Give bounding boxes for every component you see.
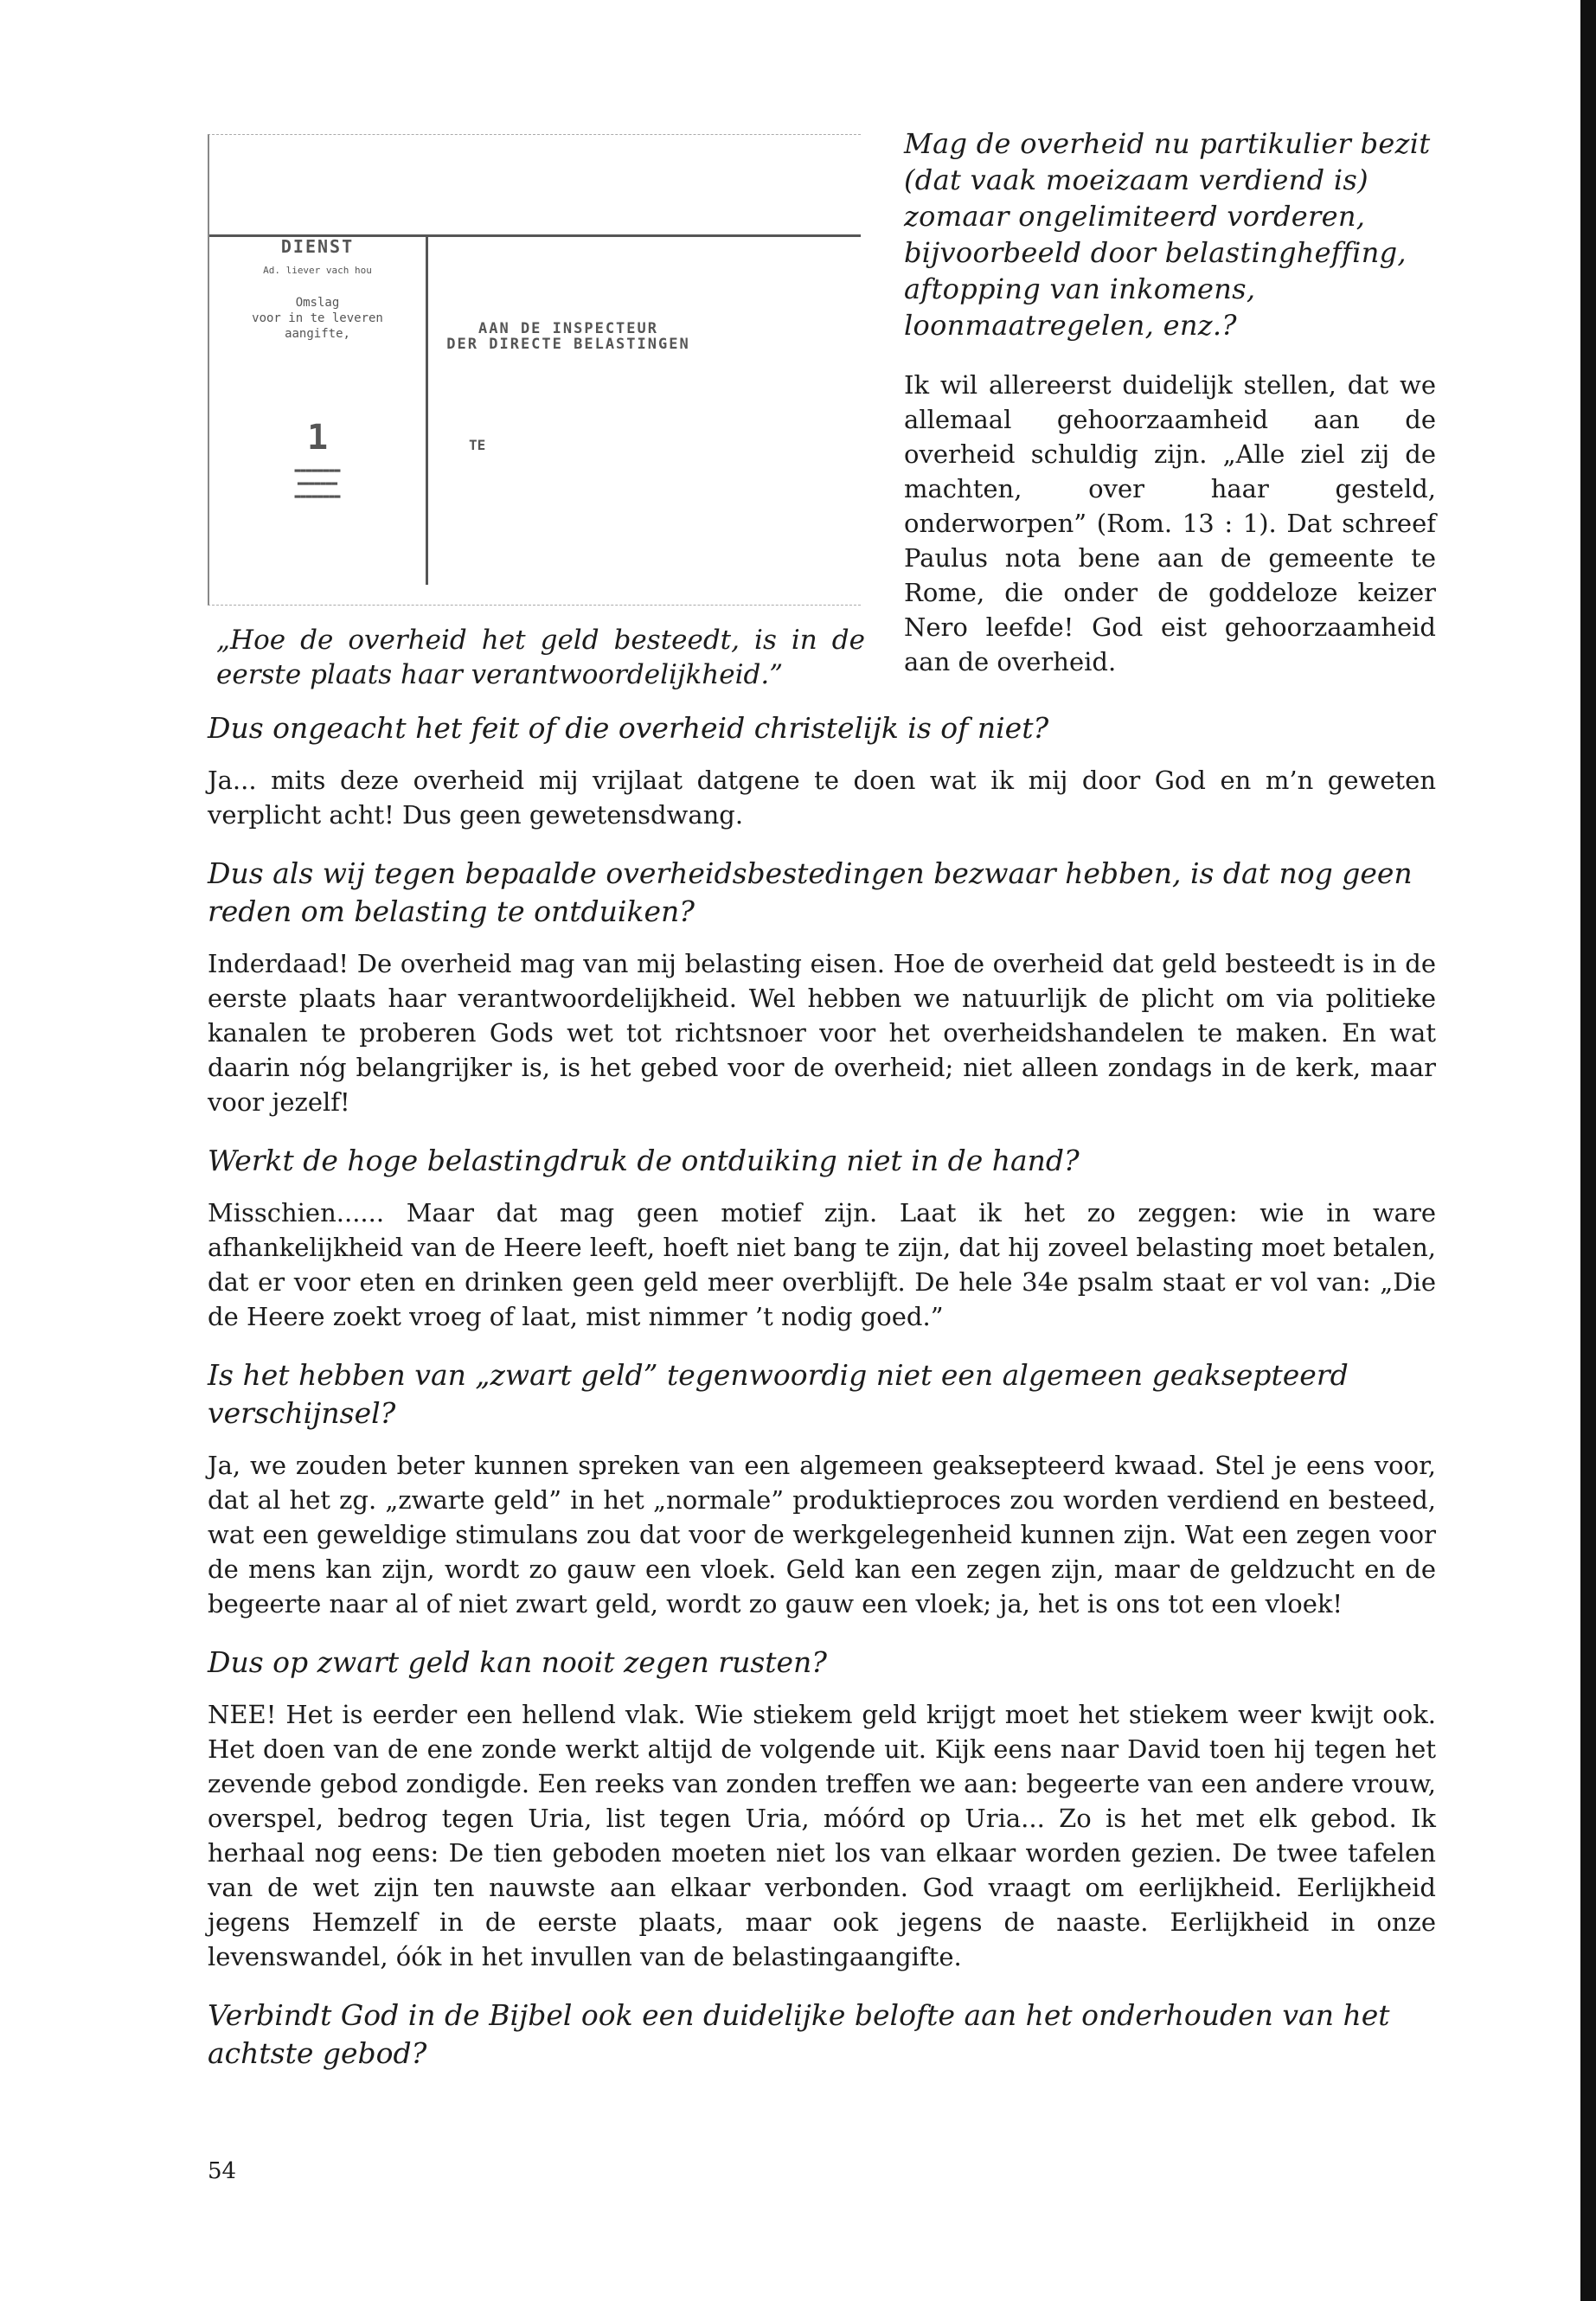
question: Dus als wij tegen bepaalde overheidsbestedingen bezwaar hebben, is dat nog geen reden om belasting te ontduiken? [208,856,1413,928]
envelope-divider-vertical [426,234,428,585]
envelope-omslag: Omslag voor in te leveren aangifte, [252,296,383,341]
answer: Inderdaad! De overheid mag van mij belasting eisen. Hoe de overheid dat geld besteedt is in de eerste plaats haar verantwoordelijkheid. Wel hebben we natuurlijk de plicht om via politieke kanalen te proberen Gods wet tot richtsnoer voor het overheidshandelen te maken. En wat daarin nóg belangrijker is, is het gebed voor de overheid; niet alleen zondags in de kerk, maar voor jezelf! [208,949,1436,1117]
answer: Ja... mits deze overheid mij vrijlaat datgene te doen wat ik mij door God en m’n geweten verplicht acht! Dus geen gewetensdwang. [208,766,1436,830]
envelope-photo [208,134,861,606]
qa-section [208,709,1436,2088]
page [208,0,1436,2301]
question: Dus op zwart geld kan nooit zegen rusten? [208,1645,827,1679]
question: Werkt de hoge belastingdruk de ontduiking niet in de hand? [208,1144,1080,1177]
intro-question: Mag de overheid nu partikulier bezit (dat vaak moeizaam verdiend is) zomaar ongelimiteerd vorderen, bijvoorbeeld door belastingheffing, aftopping van inkomens, loonmaatregelen, enz.? [904,127,1431,342]
page-number: 54 [208,2158,237,2184]
answer: Misschien...... Maar dat mag geen motief zijn. Laat ik het zo zeggen: wie in ware afhankelijkheid van de Heere leeft, hoeft niet bang te zijn, dat hij zoveel belasting moet betalen, dat er voor eten en drinken geen geld meer overblijft. De hele 34e psalm staat er vol van: „Die de Heere zoekt vroeg of laat, mist nimmer ’t nodig goed.” [208,1198,1436,1331]
scan-edge-bar [1580,0,1596,2301]
envelope-address: AAN DE INSPECTEUR DER DIRECTE BELASTINGEN [446,320,690,353]
envelope-fine-print: ▬▬▬▬▬▬▬▬ ▬▬▬▬▬▬▬ ▬▬▬▬▬▬▬▬ [294,465,341,502]
intro-answer: Ik wil allereerst duidelijk stellen, dat we allemaal gehoorzaamheid aan de overheid schuldig zijn. „Alle ziel zij de machten, over haar gesteld, onderworpen” (Rom. 13 : 1). Dat schreef Paulus nota bene aan de gemeente te Rome, die onder de goddeloze keizer Nero leefde! God eist gehoorzaamheid aan de overheid. [904,370,1436,676]
image-caption: „Hoe de overheid het geld besteedt, is in de eerste plaats haar verantwoordelijkheid.” [216,625,865,690]
question: Verbindt God in de Bijbel ook een duidelijke belofte aan het onderhouden van het achtste gebod? [208,1998,1390,2070]
answer: Ja, we zouden beter kunnen spreken van een algemeen geaksepteerd kwaad. Stel je eens voor, dat al het zg. „zwarte geld” in het „normale” produktieproces zou worden verdiend en besteed, wat een geweldige stimulans zou dat voor de werkgelegenheid kunnen zijn. Wat een zegen voor de mens kan zijn, wordt zo gauw een vloek. Geld kan een zegen zijn, maar de geldzucht en de begeerte naar al of niet zwart geld, wordt zo gauw een vloek; ja, het is ons tot een vloek! [208,1451,1436,1618]
question: Dus ongeacht het feit of die overheid christelijk is of niet? [208,711,1049,745]
envelope-dienst: DIENST [280,236,355,257]
question: Is het hebben van „zwart geld” tegenwoordig niet een algemeen geaksepteerd verschijnsel? [208,1358,1349,1430]
envelope-number: 1 [306,418,329,458]
envelope-small-line: Ad. liever vach hou [263,265,372,276]
answer: NEE! Het is eerder een hellend vlak. Wie stiekem geld krijgt moet het stiekem weer kwijt ook. Het doen van de ene zonde werkt altijd de volgende uit. Kijk eens naar David toen hij tegen het zevende gebod zondigde. Een reeks van zonden treffen we aan: begeerte van een andere vrouw, overspel, bedrog tegen Uria, list tegen Uria, móórd op Uria... Zo is het met elk gebod. Ik herhaal nog eens: De tien geboden moeten niet los van elkaar worden gezien. De twee tafelen van de wet zijn ten nauwste aan elkaar verbonden. God vraagt om eerlijkheid. Eerlijkheid jegens Hemzelf in de eerste plaats, maar ook jegens de naaste. Eerlijkheid in onze levenswandel, óók in het invullen van de belastingaangifte. [208,1700,1436,1971]
envelope-te: TE [469,437,486,453]
